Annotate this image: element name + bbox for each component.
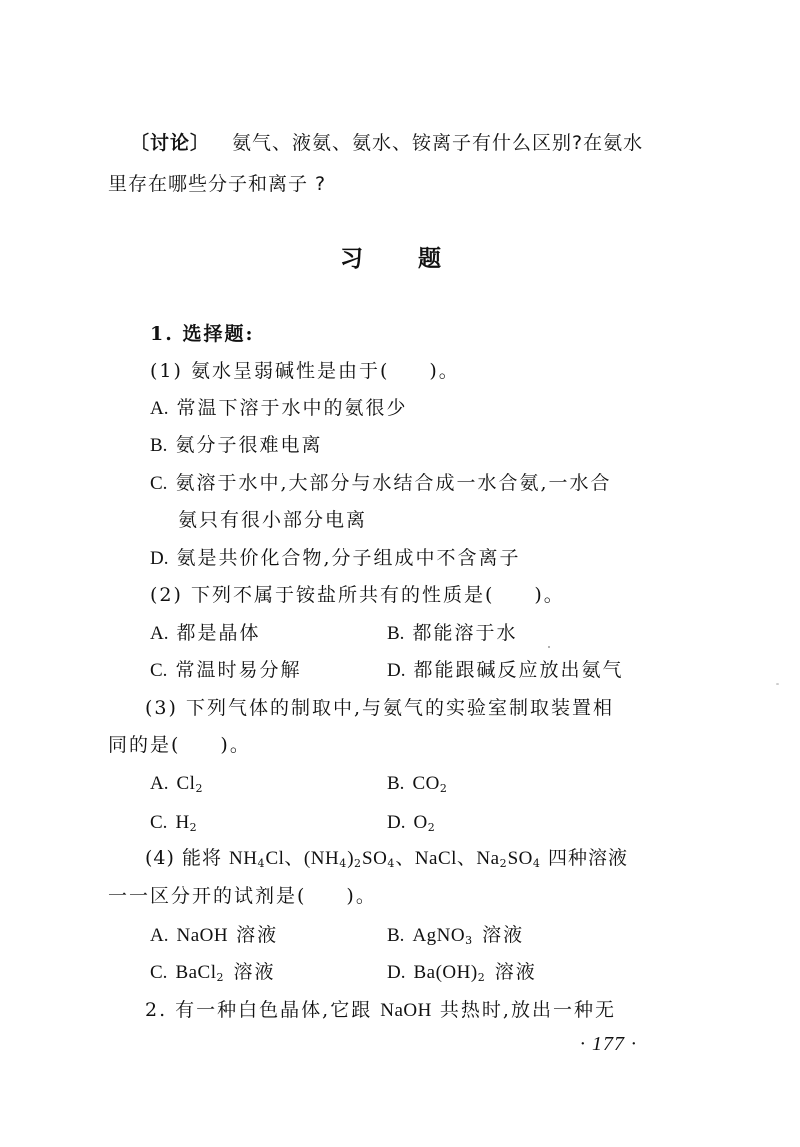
formula: ) <box>347 848 355 869</box>
formula: 、NaCl、Na <box>395 848 500 869</box>
option-label: A. <box>150 623 169 644</box>
question-3-stem-prefix: 同的是( <box>108 734 181 756</box>
option-text: 常温时易分解 <box>175 659 302 681</box>
question-1-option-b <box>150 433 322 458</box>
question-2-option-c <box>150 658 301 683</box>
option-text: 常温下溶于水中的氨很少 <box>176 397 408 419</box>
page-number: · 177 · <box>580 1033 637 1055</box>
option-label: D. <box>387 962 406 983</box>
question-4-option-d <box>387 960 537 985</box>
question-1-stem-prefix: (1) 氨水呈弱碱性是由于( <box>150 360 390 382</box>
option-label: B. <box>150 435 168 456</box>
option-label: C. <box>150 812 168 833</box>
question-4-stem-line-2 <box>108 884 377 908</box>
formula: AgNO <box>412 925 466 946</box>
question-1-option-c-continuation: 氨只有很小部分电离 <box>178 509 368 531</box>
question-2-option-b <box>387 621 517 646</box>
option-label: D. <box>387 812 406 833</box>
option-label: C. <box>150 473 168 494</box>
subscript: 3 <box>465 934 475 947</box>
question-4-stem-line-1 <box>145 846 628 871</box>
question-1-option-d <box>150 546 521 571</box>
section-1-title: 1. 选择题: <box>150 323 255 345</box>
option-label: C. <box>150 962 168 983</box>
option-label: B. <box>387 925 405 946</box>
question-4-stem-prefix-2: 一一区分开的试剂是( <box>108 885 307 907</box>
section-2-prefix: 2. 有一种白色晶体,它跟 <box>145 999 373 1021</box>
formula: BaCl <box>175 962 217 983</box>
option-label: A. <box>150 773 169 794</box>
scan-speck <box>548 646 550 648</box>
question-2-option-a <box>150 621 261 646</box>
formula: SO <box>362 848 388 869</box>
question-3-stem-line-1: (3) 下列气体的制取中,与氨气的实验室制取装置相 <box>145 697 614 719</box>
question-3-option-a <box>150 771 204 796</box>
question-3-option-c <box>150 810 199 835</box>
formula: NH <box>229 848 258 869</box>
option-suffix: 溶液 <box>482 924 525 946</box>
question-1-stem <box>150 359 460 383</box>
question-4-stem-suffix: )。 <box>346 885 377 907</box>
formula: Cl、(NH <box>265 848 340 869</box>
option-text: 都是晶体 <box>176 622 261 644</box>
option-text: 都能跟碱反应放出氨气 <box>413 659 624 681</box>
question-2-stem-prefix: (2) 下列不属于铵盐所共有的性质是( <box>150 584 495 606</box>
subscript: 4 <box>257 857 266 870</box>
question-4-stem-prefix: (4) 能将 <box>145 847 222 869</box>
subscript: 2 <box>189 821 199 834</box>
option-text: 都能溶于水 <box>412 622 518 644</box>
option-label: C. <box>150 660 168 681</box>
question-3-option-d <box>387 810 437 835</box>
formula: CO <box>412 773 440 794</box>
subscript: 2 <box>499 857 508 870</box>
option-suffix: 溶液 <box>233 961 276 983</box>
subscript: 2 <box>195 782 205 795</box>
heading-char-2: 题 <box>418 246 441 272</box>
question-4-option-b <box>387 923 524 948</box>
question-3-option-b <box>387 771 449 796</box>
formula: H <box>175 812 190 833</box>
question-4-stem-end: 四种溶液 <box>547 847 628 869</box>
subscript: 2 <box>439 782 449 795</box>
option-text: 氨溶于水中,大部分与水结合成一水合氨,一水合 <box>175 472 612 494</box>
question-3-stem-suffix: )。 <box>220 734 251 756</box>
subscript: 4 <box>532 857 541 870</box>
formula: O <box>413 812 428 833</box>
question-4-option-a <box>150 923 278 948</box>
question-2-stem-suffix: )。 <box>534 584 565 606</box>
section-2-suffix: 共热时,放出一种无 <box>439 999 616 1021</box>
question-2-option-d <box>387 658 624 683</box>
formula: NaOH <box>176 925 229 946</box>
subscript: 2 <box>477 971 487 984</box>
section-2-start <box>145 998 616 1023</box>
subscript: 2 <box>216 971 226 984</box>
discussion-line-2: 里存在哪些分子和离子 ? <box>108 173 327 195</box>
scan-speck <box>776 683 779 685</box>
heading-char-1: 习 <box>340 246 363 272</box>
option-label: B. <box>387 623 405 644</box>
question-4-option-c <box>150 960 276 985</box>
formula: Cl <box>176 773 196 794</box>
subscript: 4 <box>387 857 396 870</box>
option-label: B. <box>387 773 405 794</box>
formula: Ba(OH) <box>413 962 478 983</box>
subscript: 2 <box>354 857 363 870</box>
option-suffix: 溶液 <box>236 924 279 946</box>
question-3-stem-line-2 <box>108 733 251 757</box>
question-1-stem-suffix: )。 <box>429 360 460 382</box>
question-1-option-a <box>150 396 408 421</box>
option-text: 氨分子很难电离 <box>175 434 323 456</box>
option-label: D. <box>150 548 169 569</box>
subscript: 2 <box>427 821 437 834</box>
question-2-stem <box>150 583 565 607</box>
discussion-line-1 <box>130 131 643 155</box>
question-1-option-c <box>150 471 612 496</box>
formula: NaOH <box>380 1000 432 1021</box>
option-label: D. <box>387 660 406 681</box>
discussion-tag: 〔讨论〕 <box>130 132 211 154</box>
option-label: A. <box>150 925 169 946</box>
formula: SO <box>507 848 533 869</box>
option-suffix: 溶液 <box>494 961 537 983</box>
option-label: A. <box>150 398 169 419</box>
discussion-text-1: 氨气、液氨、氨水、铵离子有什么区别?在氨水 <box>232 132 644 154</box>
option-text: 氨是共价化合物,分子组成中不含离子 <box>176 547 521 569</box>
subscript: 4 <box>339 857 348 870</box>
